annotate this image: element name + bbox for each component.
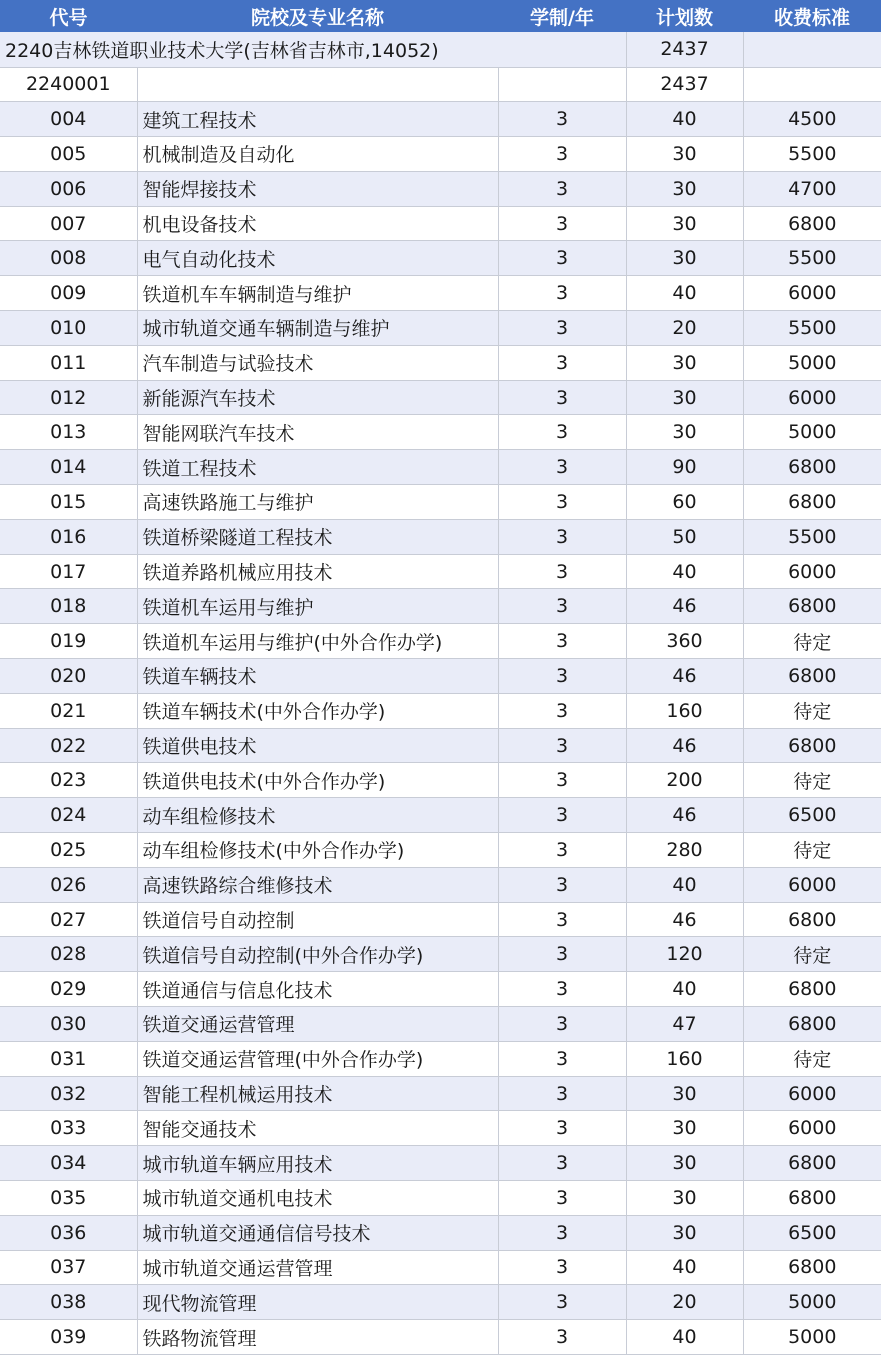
major-name: 机械制造及自动化: [137, 137, 498, 172]
major-code: 015: [0, 485, 137, 520]
major-name: 动车组检修技术: [137, 798, 498, 833]
major-name: 铁道机车车辆制造与维护: [137, 276, 498, 311]
major-years: 3: [498, 380, 626, 415]
major-years: 3: [498, 1250, 626, 1285]
major-name: 智能工程机械运用技术: [137, 1076, 498, 1111]
major-code: 009: [0, 276, 137, 311]
major-plan: 46: [626, 659, 743, 694]
major-code: 034: [0, 1146, 137, 1181]
major-name: 城市轨道交通运营管理: [137, 1250, 498, 1285]
group-code: 2240001: [0, 67, 137, 102]
major-years: 3: [498, 311, 626, 346]
major-code: 006: [0, 171, 137, 206]
major-years: 3: [498, 728, 626, 763]
table-row: [0, 241, 881, 276]
major-plan: 120: [626, 937, 743, 972]
major-years: 3: [498, 763, 626, 798]
major-code: 030: [0, 1007, 137, 1042]
major-years: 3: [498, 1215, 626, 1250]
major-plan: 30: [626, 380, 743, 415]
major-plan: 30: [626, 1111, 743, 1146]
major-name: 城市轨道交通机电技术: [137, 1181, 498, 1216]
table-row: [0, 972, 881, 1007]
major-name: 铁路物流管理: [137, 1320, 498, 1355]
table-row: [0, 1146, 881, 1181]
major-plan: 30: [626, 171, 743, 206]
major-fee: 4500: [743, 102, 881, 137]
major-name: 高速铁路施工与维护: [137, 485, 498, 520]
table-row: [0, 206, 881, 241]
major-code: 019: [0, 624, 137, 659]
major-years: 3: [498, 345, 626, 380]
major-fee: 6000: [743, 1111, 881, 1146]
major-years: 3: [498, 1076, 626, 1111]
major-plan: 40: [626, 867, 743, 902]
major-name: 高速铁路综合维修技术: [137, 867, 498, 902]
table-row: [0, 693, 881, 728]
major-plan: 30: [626, 1146, 743, 1181]
table-row: [0, 833, 881, 868]
major-years: 3: [498, 833, 626, 868]
table-row: [0, 728, 881, 763]
school-row: [0, 32, 881, 67]
table-row: [0, 902, 881, 937]
table-header: [0, 0, 881, 32]
table-row: [0, 450, 881, 485]
major-code: 038: [0, 1285, 137, 1320]
header-code: 代号: [0, 0, 137, 32]
major-fee: 5500: [743, 311, 881, 346]
group-fee-empty: [743, 67, 881, 102]
major-plan: 46: [626, 589, 743, 624]
major-name: 智能交通技术: [137, 1111, 498, 1146]
table-row: [0, 763, 881, 798]
major-years: 3: [498, 276, 626, 311]
table-row: [0, 1181, 881, 1216]
major-fee: 5000: [743, 1285, 881, 1320]
group-years-empty: [498, 67, 626, 102]
group-row: [0, 67, 881, 102]
table-row: [0, 867, 881, 902]
major-code: 016: [0, 519, 137, 554]
major-years: 3: [498, 867, 626, 902]
table-row: [0, 137, 881, 172]
major-code: 037: [0, 1250, 137, 1285]
major-years: 3: [498, 798, 626, 833]
table-row: [0, 311, 881, 346]
major-plan: 20: [626, 311, 743, 346]
major-fee: 6000: [743, 276, 881, 311]
school-plan: 2437: [626, 32, 743, 67]
table-row: [0, 1111, 881, 1146]
major-years: 3: [498, 241, 626, 276]
major-plan: 40: [626, 1320, 743, 1355]
major-plan: 47: [626, 1007, 743, 1042]
major-fee: 待定: [743, 1041, 881, 1076]
table-row: [0, 1076, 881, 1111]
major-plan: 30: [626, 415, 743, 450]
major-fee: 5000: [743, 415, 881, 450]
major-code: 014: [0, 450, 137, 485]
major-plan: 280: [626, 833, 743, 868]
major-years: 3: [498, 659, 626, 694]
major-name: 新能源汽车技术: [137, 380, 498, 415]
major-fee: 6800: [743, 1181, 881, 1216]
major-code: 024: [0, 798, 137, 833]
major-years: 3: [498, 937, 626, 972]
table-row: [0, 1320, 881, 1355]
table-row: [0, 415, 881, 450]
major-fee: 6800: [743, 659, 881, 694]
major-fee: 5500: [743, 241, 881, 276]
major-plan: 30: [626, 137, 743, 172]
table-row: [0, 380, 881, 415]
major-name: 铁道供电技术(中外合作办学): [137, 763, 498, 798]
major-code: 013: [0, 415, 137, 450]
major-name: 汽车制造与试验技术: [137, 345, 498, 380]
major-plan: 40: [626, 1250, 743, 1285]
major-code: 023: [0, 763, 137, 798]
table-row: [0, 659, 881, 694]
major-years: 3: [498, 485, 626, 520]
major-code: 010: [0, 311, 137, 346]
major-plan: 50: [626, 519, 743, 554]
major-plan: 30: [626, 1076, 743, 1111]
major-years: 3: [498, 102, 626, 137]
major-name: 铁道信号自动控制(中外合作办学): [137, 937, 498, 972]
major-code: 039: [0, 1320, 137, 1355]
major-fee: 待定: [743, 693, 881, 728]
major-years: 3: [498, 693, 626, 728]
major-fee: 6000: [743, 554, 881, 589]
major-name: 铁道桥梁隧道工程技术: [137, 519, 498, 554]
major-name: 铁道车辆技术: [137, 659, 498, 694]
major-plan: 46: [626, 728, 743, 763]
major-fee: 待定: [743, 624, 881, 659]
major-plan: 360: [626, 624, 743, 659]
major-code: 028: [0, 937, 137, 972]
major-code: 018: [0, 589, 137, 624]
major-name: 城市轨道交通通信信号技术: [137, 1215, 498, 1250]
major-plan: 40: [626, 102, 743, 137]
major-code: 008: [0, 241, 137, 276]
major-fee: 6800: [743, 1146, 881, 1181]
table-row: [0, 554, 881, 589]
major-code: 026: [0, 867, 137, 902]
major-name: 城市轨道车辆应用技术: [137, 1146, 498, 1181]
major-fee: 6800: [743, 972, 881, 1007]
major-plan: 30: [626, 345, 743, 380]
major-years: 3: [498, 1041, 626, 1076]
major-name: 现代物流管理: [137, 1285, 498, 1320]
header-plan: 计划数: [626, 0, 743, 32]
major-plan: 46: [626, 798, 743, 833]
major-plan: 60: [626, 485, 743, 520]
major-years: 3: [498, 1181, 626, 1216]
major-years: 3: [498, 1146, 626, 1181]
major-code: 005: [0, 137, 137, 172]
major-name: 建筑工程技术: [137, 102, 498, 137]
major-name: 铁道供电技术: [137, 728, 498, 763]
major-plan: 46: [626, 902, 743, 937]
major-years: 3: [498, 1007, 626, 1042]
major-name: 铁道通信与信息化技术: [137, 972, 498, 1007]
major-name: 铁道车辆技术(中外合作办学): [137, 693, 498, 728]
major-code: 035: [0, 1181, 137, 1216]
header-name: 院校及专业名称: [137, 0, 498, 32]
table-row: [0, 589, 881, 624]
major-name: 动车组检修技术(中外合作办学): [137, 833, 498, 868]
major-fee: 6800: [743, 589, 881, 624]
major-name: 城市轨道交通车辆制造与维护: [137, 311, 498, 346]
major-fee: 6500: [743, 1215, 881, 1250]
major-fee: 待定: [743, 833, 881, 868]
major-fee: 6000: [743, 380, 881, 415]
major-code: 029: [0, 972, 137, 1007]
major-name: 铁道机车运用与维护(中外合作办学): [137, 624, 498, 659]
major-fee: 6800: [743, 485, 881, 520]
major-plan: 160: [626, 1041, 743, 1076]
major-code: 031: [0, 1041, 137, 1076]
major-name: 电气自动化技术: [137, 241, 498, 276]
table-row: [0, 519, 881, 554]
major-fee: 6800: [743, 1250, 881, 1285]
table-row: [0, 1007, 881, 1042]
major-fee: 4700: [743, 171, 881, 206]
major-fee: 6800: [743, 1007, 881, 1042]
major-code: 036: [0, 1215, 137, 1250]
header-years: 学制/年: [498, 0, 626, 32]
major-years: 3: [498, 519, 626, 554]
major-fee: 6800: [743, 728, 881, 763]
major-code: 027: [0, 902, 137, 937]
table-row: [0, 276, 881, 311]
major-years: 3: [498, 589, 626, 624]
major-code: 012: [0, 380, 137, 415]
major-plan: 20: [626, 1285, 743, 1320]
major-plan: 90: [626, 450, 743, 485]
major-plan: 30: [626, 1181, 743, 1216]
major-name: 铁道交通运营管理: [137, 1007, 498, 1042]
major-fee: 6800: [743, 902, 881, 937]
major-fee: 5500: [743, 519, 881, 554]
major-plan: 30: [626, 1215, 743, 1250]
table-row: [0, 1285, 881, 1320]
major-code: 021: [0, 693, 137, 728]
major-fee: 6800: [743, 206, 881, 241]
group-plan: 2437: [626, 67, 743, 102]
major-fee: 5500: [743, 137, 881, 172]
table-row: [0, 1041, 881, 1076]
major-fee: 待定: [743, 763, 881, 798]
major-years: 3: [498, 554, 626, 589]
major-plan: 200: [626, 763, 743, 798]
major-fee: 6000: [743, 867, 881, 902]
major-years: 3: [498, 902, 626, 937]
major-fee: 6000: [743, 1076, 881, 1111]
group-name-empty: [137, 67, 498, 102]
major-code: 020: [0, 659, 137, 694]
table-row: [0, 345, 881, 380]
major-fee: 5000: [743, 1320, 881, 1355]
table-row: [0, 1250, 881, 1285]
major-name: 铁道机车运用与维护: [137, 589, 498, 624]
major-code: 011: [0, 345, 137, 380]
major-years: 3: [498, 972, 626, 1007]
major-name: 铁道交通运营管理(中外合作办学): [137, 1041, 498, 1076]
major-plan: 160: [626, 693, 743, 728]
major-name: 铁道养路机械应用技术: [137, 554, 498, 589]
school-fee-empty: [743, 32, 881, 67]
major-name: 机电设备技术: [137, 206, 498, 241]
major-plan: 30: [626, 206, 743, 241]
major-years: 3: [498, 450, 626, 485]
major-fee: 5000: [743, 345, 881, 380]
major-plan: 40: [626, 554, 743, 589]
major-years: 3: [498, 1320, 626, 1355]
table-row: [0, 102, 881, 137]
major-code: 007: [0, 206, 137, 241]
school-name: 2240吉林铁道职业技术大学(吉林省吉林市,14052): [0, 32, 626, 67]
table-body: [0, 32, 881, 1354]
major-years: 3: [498, 206, 626, 241]
major-years: 3: [498, 137, 626, 172]
major-years: 3: [498, 1111, 626, 1146]
major-code: 004: [0, 102, 137, 137]
major-code: 025: [0, 833, 137, 868]
major-name: 铁道信号自动控制: [137, 902, 498, 937]
major-name: 智能网联汽车技术: [137, 415, 498, 450]
table-row: [0, 624, 881, 659]
major-code: 033: [0, 1111, 137, 1146]
major-years: 3: [498, 171, 626, 206]
major-years: 3: [498, 624, 626, 659]
major-plan: 40: [626, 276, 743, 311]
header-fee: 收费标准: [743, 0, 881, 32]
major-years: 3: [498, 1285, 626, 1320]
major-code: 017: [0, 554, 137, 589]
major-fee: 6800: [743, 450, 881, 485]
major-name: 铁道工程技术: [137, 450, 498, 485]
major-fee: 6500: [743, 798, 881, 833]
major-plan: 40: [626, 972, 743, 1007]
major-code: 022: [0, 728, 137, 763]
major-name: 智能焊接技术: [137, 171, 498, 206]
major-years: 3: [498, 415, 626, 450]
major-fee: 待定: [743, 937, 881, 972]
major-plan: 30: [626, 241, 743, 276]
table-row: [0, 937, 881, 972]
table-row: [0, 171, 881, 206]
table-row: [0, 485, 881, 520]
major-code: 032: [0, 1076, 137, 1111]
table-row: [0, 1215, 881, 1250]
table-row: [0, 798, 881, 833]
